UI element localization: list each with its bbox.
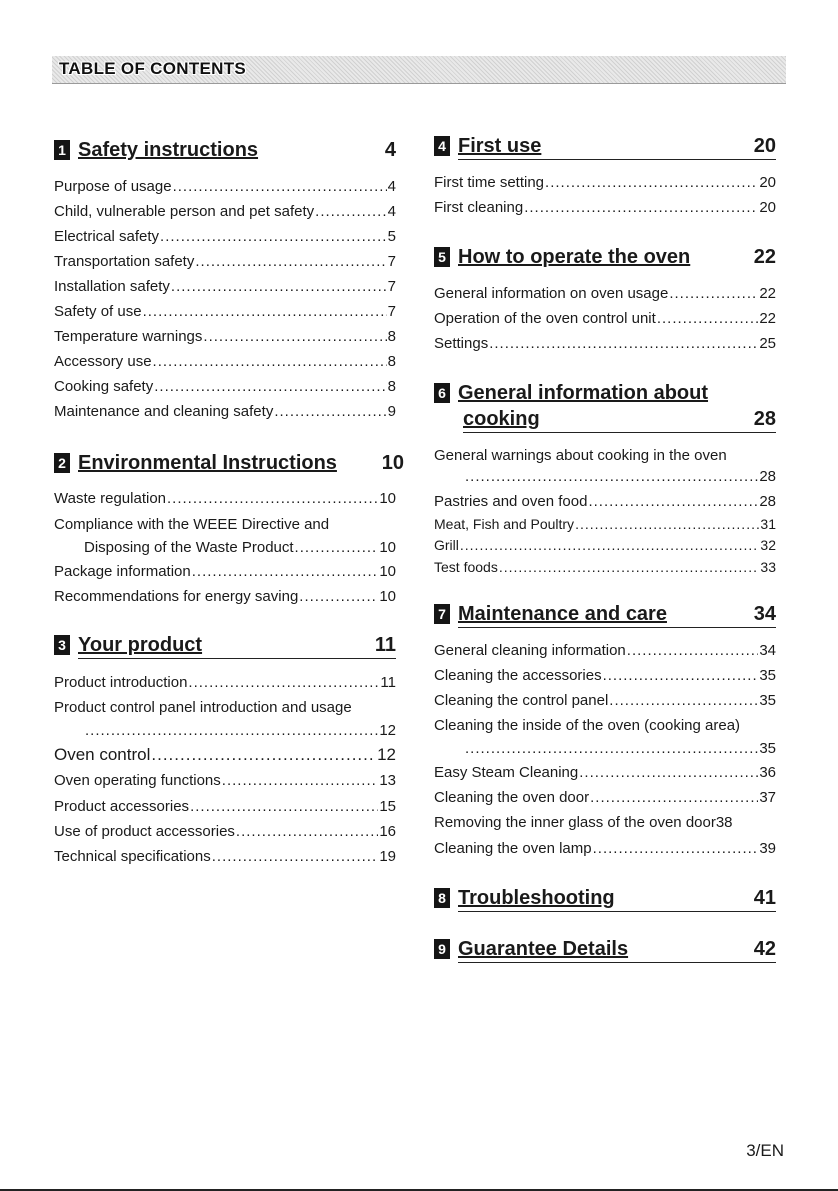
entry-label: Cleaning the control panel	[434, 692, 609, 709]
toc-entry[interactable]	[54, 325, 396, 349]
entry-page: 4	[387, 203, 396, 220]
leader-dots	[222, 769, 379, 793]
section-title: Environmental Instructions	[78, 452, 337, 474]
section-number-badge: 4	[434, 136, 450, 156]
leader-dots	[188, 671, 379, 695]
toc-entry[interactable]	[54, 845, 396, 869]
section-title: General information about	[458, 382, 709, 404]
leader-dots	[460, 533, 760, 557]
leader-dots	[151, 743, 376, 767]
entry-page: 10	[379, 539, 396, 556]
section-heading-9[interactable]	[434, 935, 776, 963]
leader-dots	[173, 175, 387, 199]
entry-label: Cooking safety	[54, 378, 154, 395]
entry-label: General information on oven usage	[434, 285, 669, 302]
section-number-badge: 9	[434, 939, 450, 959]
toc-entry[interactable]	[54, 275, 396, 299]
toc-entry[interactable]	[54, 795, 396, 819]
leader-dots	[153, 350, 387, 374]
section-underline	[458, 911, 776, 912]
entry-label: Use of product accessories	[54, 823, 235, 840]
toc-entry[interactable]	[54, 560, 396, 584]
entry-page: 16	[379, 823, 396, 840]
entry-label: Cleaning the accessories	[434, 667, 602, 684]
entry-label: Compliance with the WEEE Directive and	[54, 516, 330, 533]
toc-entry[interactable]	[434, 664, 776, 688]
toc-entry[interactable]	[54, 671, 396, 695]
section-heading-2[interactable]	[54, 449, 404, 477]
section-title: Your product	[78, 634, 203, 656]
section-page: 28	[753, 408, 776, 430]
entry-label: Cleaning the inside of the oven (cooking area)	[434, 717, 741, 734]
entry-page: 35	[759, 667, 776, 684]
entry-label: Meat, Fish and Poultry	[434, 516, 575, 532]
section-page: 41	[753, 887, 776, 909]
toc-entry[interactable]	[434, 761, 776, 785]
entry-page: 10	[379, 490, 396, 507]
entry-label: Easy Steam Cleaning	[434, 764, 579, 781]
entry-page: 10	[379, 563, 396, 580]
entry-label: Package information	[54, 563, 191, 580]
toc-entry[interactable]	[434, 737, 776, 761]
entry-label: Technical specifications	[54, 848, 211, 865]
section-title: Troubleshooting	[458, 887, 615, 909]
toc-entry[interactable]	[54, 696, 396, 720]
entry-page: 20	[759, 174, 776, 191]
entry-page: 34	[759, 642, 776, 659]
leader-dots	[274, 400, 386, 424]
entry-label: Safety of use	[54, 303, 142, 320]
entry-page: 32	[760, 537, 776, 553]
toc-entry[interactable]	[54, 400, 396, 424]
entry-page: 37	[759, 789, 776, 806]
entry-label: Purpose of usage	[54, 178, 172, 195]
leader-dots	[499, 555, 760, 579]
toc-entry[interactable]	[54, 513, 396, 537]
entry-label: Test foods	[434, 559, 498, 575]
toc-entry[interactable]	[434, 282, 776, 306]
entry-label: First cleaning	[434, 199, 524, 216]
entry-page: 8	[387, 328, 396, 345]
leader-dots	[195, 250, 386, 274]
toc-entry[interactable]	[54, 719, 396, 743]
toc-entry[interactable]	[54, 585, 396, 609]
section-heading-8[interactable]	[434, 884, 776, 912]
entry-label: Cleaning the oven door	[434, 789, 590, 806]
entry-page: 12	[379, 722, 396, 739]
entry-page: 28	[759, 493, 776, 510]
entry-label: Product introduction	[54, 674, 188, 691]
section-heading-4[interactable]	[434, 132, 776, 160]
toc-entry[interactable]	[54, 820, 396, 844]
section-title: Guarantee Details	[458, 938, 629, 960]
section-underline	[458, 962, 776, 963]
entry-page: 11	[380, 674, 396, 691]
entry-page: 10	[379, 588, 396, 605]
section-underline	[78, 658, 396, 659]
entry-label: Disposing of the Waste Product	[84, 539, 294, 556]
toc-entry[interactable]	[54, 769, 396, 793]
entry-label: Transportation safety	[54, 253, 195, 270]
toc-entry[interactable]	[54, 250, 396, 274]
leader-dots	[545, 171, 758, 195]
toc-header-bar	[52, 56, 786, 84]
entry-label: Pastries and oven food	[434, 493, 588, 510]
section-underline	[463, 432, 776, 433]
entry-page: 22	[759, 310, 776, 327]
entry-label: Product accessories	[54, 798, 190, 815]
leader-dots	[315, 200, 386, 224]
section-heading-7[interactable]	[434, 600, 776, 628]
toc-entry[interactable]	[434, 307, 776, 331]
leader-dots	[609, 689, 758, 713]
toc-title: TABLE OF CONTENTS	[59, 59, 247, 78]
section-number-badge: 6	[434, 383, 450, 403]
entry-page: 33	[760, 559, 776, 575]
toc-entry[interactable]	[434, 714, 776, 738]
entry-page: 36	[759, 764, 776, 781]
section-number-badge: 3	[54, 635, 70, 655]
leader-dots	[524, 196, 758, 220]
leader-dots	[627, 639, 759, 663]
toc-entry[interactable]	[434, 490, 776, 514]
entry-label: Installation safety	[54, 278, 170, 295]
section-number-badge: 8	[434, 888, 450, 908]
entry-label: Operation of the oven control unit	[434, 310, 656, 327]
entry-label: Temperature warnings	[54, 328, 203, 345]
entry-label: Cleaning the oven lamp	[434, 840, 592, 857]
entry-label: Maintenance and cleaning safety	[54, 403, 274, 420]
entry-page: 39	[759, 840, 776, 857]
leader-dots	[167, 487, 378, 511]
section-page: 42	[753, 938, 776, 960]
entry-page: 5	[387, 228, 396, 245]
leader-dots	[603, 664, 759, 688]
toc-entry[interactable]	[434, 171, 776, 195]
leader-dots	[588, 490, 758, 514]
leader-dots	[299, 585, 378, 609]
leader-dots	[295, 536, 379, 560]
entry-page: 25	[759, 335, 776, 352]
entry-label: Removing the inner glass of the oven door	[434, 814, 716, 831]
leader-dots	[593, 837, 759, 861]
entry-page: 28	[759, 468, 776, 485]
entry-label: General cleaning information	[434, 642, 626, 659]
section-heading-5[interactable]	[434, 243, 776, 271]
entry-page: 19	[379, 848, 396, 865]
entry-page: 22	[759, 285, 776, 302]
leader-dots	[489, 332, 758, 356]
entry-label: Settings	[434, 335, 489, 352]
section-number-badge: 2	[54, 453, 70, 473]
leader-dots	[465, 737, 758, 761]
entry-page: 7	[387, 253, 396, 270]
toc-entry[interactable]	[434, 196, 776, 220]
section-heading-3[interactable]	[54, 631, 396, 659]
leader-dots	[212, 845, 379, 869]
entry-label: Grill	[434, 537, 459, 553]
leader-dots	[579, 761, 758, 785]
leader-dots	[192, 560, 379, 584]
entry-page: 9	[387, 403, 396, 420]
entry-label: Product control panel introduction and usage	[54, 699, 352, 716]
entry-page: 8	[387, 378, 396, 395]
toc-entry[interactable]	[434, 533, 776, 557]
entry-page: 35	[759, 740, 776, 757]
section-title: Maintenance and care	[458, 603, 667, 625]
entry-label: General warnings about cooking in the oven	[434, 447, 727, 464]
section-title: How to operate the oven	[458, 246, 691, 268]
toc-entry[interactable]	[434, 786, 776, 810]
section-page: 20	[753, 135, 776, 157]
leader-dots	[669, 282, 758, 306]
toc-entry[interactable]	[54, 175, 396, 199]
entry-page: 15	[379, 798, 396, 815]
toc-entry[interactable]	[54, 350, 396, 374]
leader-dots	[590, 786, 758, 810]
leader-dots	[143, 300, 387, 324]
toc-entry[interactable]	[54, 225, 396, 249]
leader-dots	[657, 307, 759, 331]
entry-label: Recommendations for energy saving	[54, 588, 299, 605]
section-heading-1[interactable]	[54, 136, 396, 164]
section-page: 34	[753, 603, 776, 625]
entry-label: Oven operating functions	[54, 772, 221, 789]
toc-entry[interactable]	[54, 300, 396, 324]
section-title-continued: cooking	[463, 408, 540, 430]
toc-entry[interactable]	[434, 639, 776, 663]
toc-entry[interactable]	[434, 837, 776, 861]
section-page: 4	[384, 139, 396, 161]
section-heading-6[interactable]	[434, 379, 776, 433]
entry-label: Oven control	[54, 745, 151, 764]
toc-entry[interactable]	[54, 743, 396, 767]
entry-page: 20	[759, 199, 776, 216]
leader-dots	[236, 820, 378, 844]
leader-dots	[171, 275, 387, 299]
page-number: 3/EN	[746, 1141, 784, 1160]
leader-dots	[160, 225, 387, 249]
entry-page: 4	[387, 178, 396, 195]
entry-label: Child, vulnerable person and pet safety	[54, 203, 315, 220]
entry-page: 7	[387, 278, 396, 295]
section-title: First use	[458, 135, 542, 157]
leader-dots	[203, 325, 386, 349]
entry-label: First time setting	[434, 174, 545, 191]
toc-entry[interactable]	[54, 200, 396, 224]
section-number-badge: 5	[434, 247, 450, 267]
toc-entry[interactable]	[434, 465, 776, 489]
leader-dots	[465, 465, 758, 489]
section-underline	[458, 627, 776, 628]
entry-page: 31	[760, 516, 776, 532]
toc-entry[interactable]	[54, 375, 396, 399]
section-page: 10	[381, 452, 404, 474]
section-underline	[458, 159, 776, 160]
toc-entry[interactable]	[54, 487, 396, 511]
section-page: 22	[753, 246, 776, 268]
section-number-badge: 7	[434, 604, 450, 624]
entry-page: 38	[715, 814, 733, 831]
leader-dots	[85, 719, 378, 743]
leader-dots	[190, 795, 378, 819]
toc-entry[interactable]	[434, 811, 776, 835]
toc-entry[interactable]	[434, 689, 776, 713]
entry-label: Waste regulation	[54, 490, 167, 507]
entry-label: Electrical safety	[54, 228, 160, 245]
entry-page: 8	[387, 353, 396, 370]
entry-page: 12	[377, 745, 396, 764]
leader-dots	[154, 375, 386, 399]
entry-label: Accessory use	[54, 353, 152, 370]
section-title: Safety instructions	[78, 139, 259, 161]
toc-entry[interactable]	[54, 536, 396, 560]
toc-entry[interactable]	[434, 555, 776, 579]
toc-entry[interactable]	[434, 332, 776, 356]
section-page: 11	[374, 634, 396, 656]
section-number-badge: 1	[54, 140, 70, 160]
entry-page: 7	[387, 303, 396, 320]
entry-page: 35	[759, 692, 776, 709]
entry-page: 13	[379, 772, 396, 789]
